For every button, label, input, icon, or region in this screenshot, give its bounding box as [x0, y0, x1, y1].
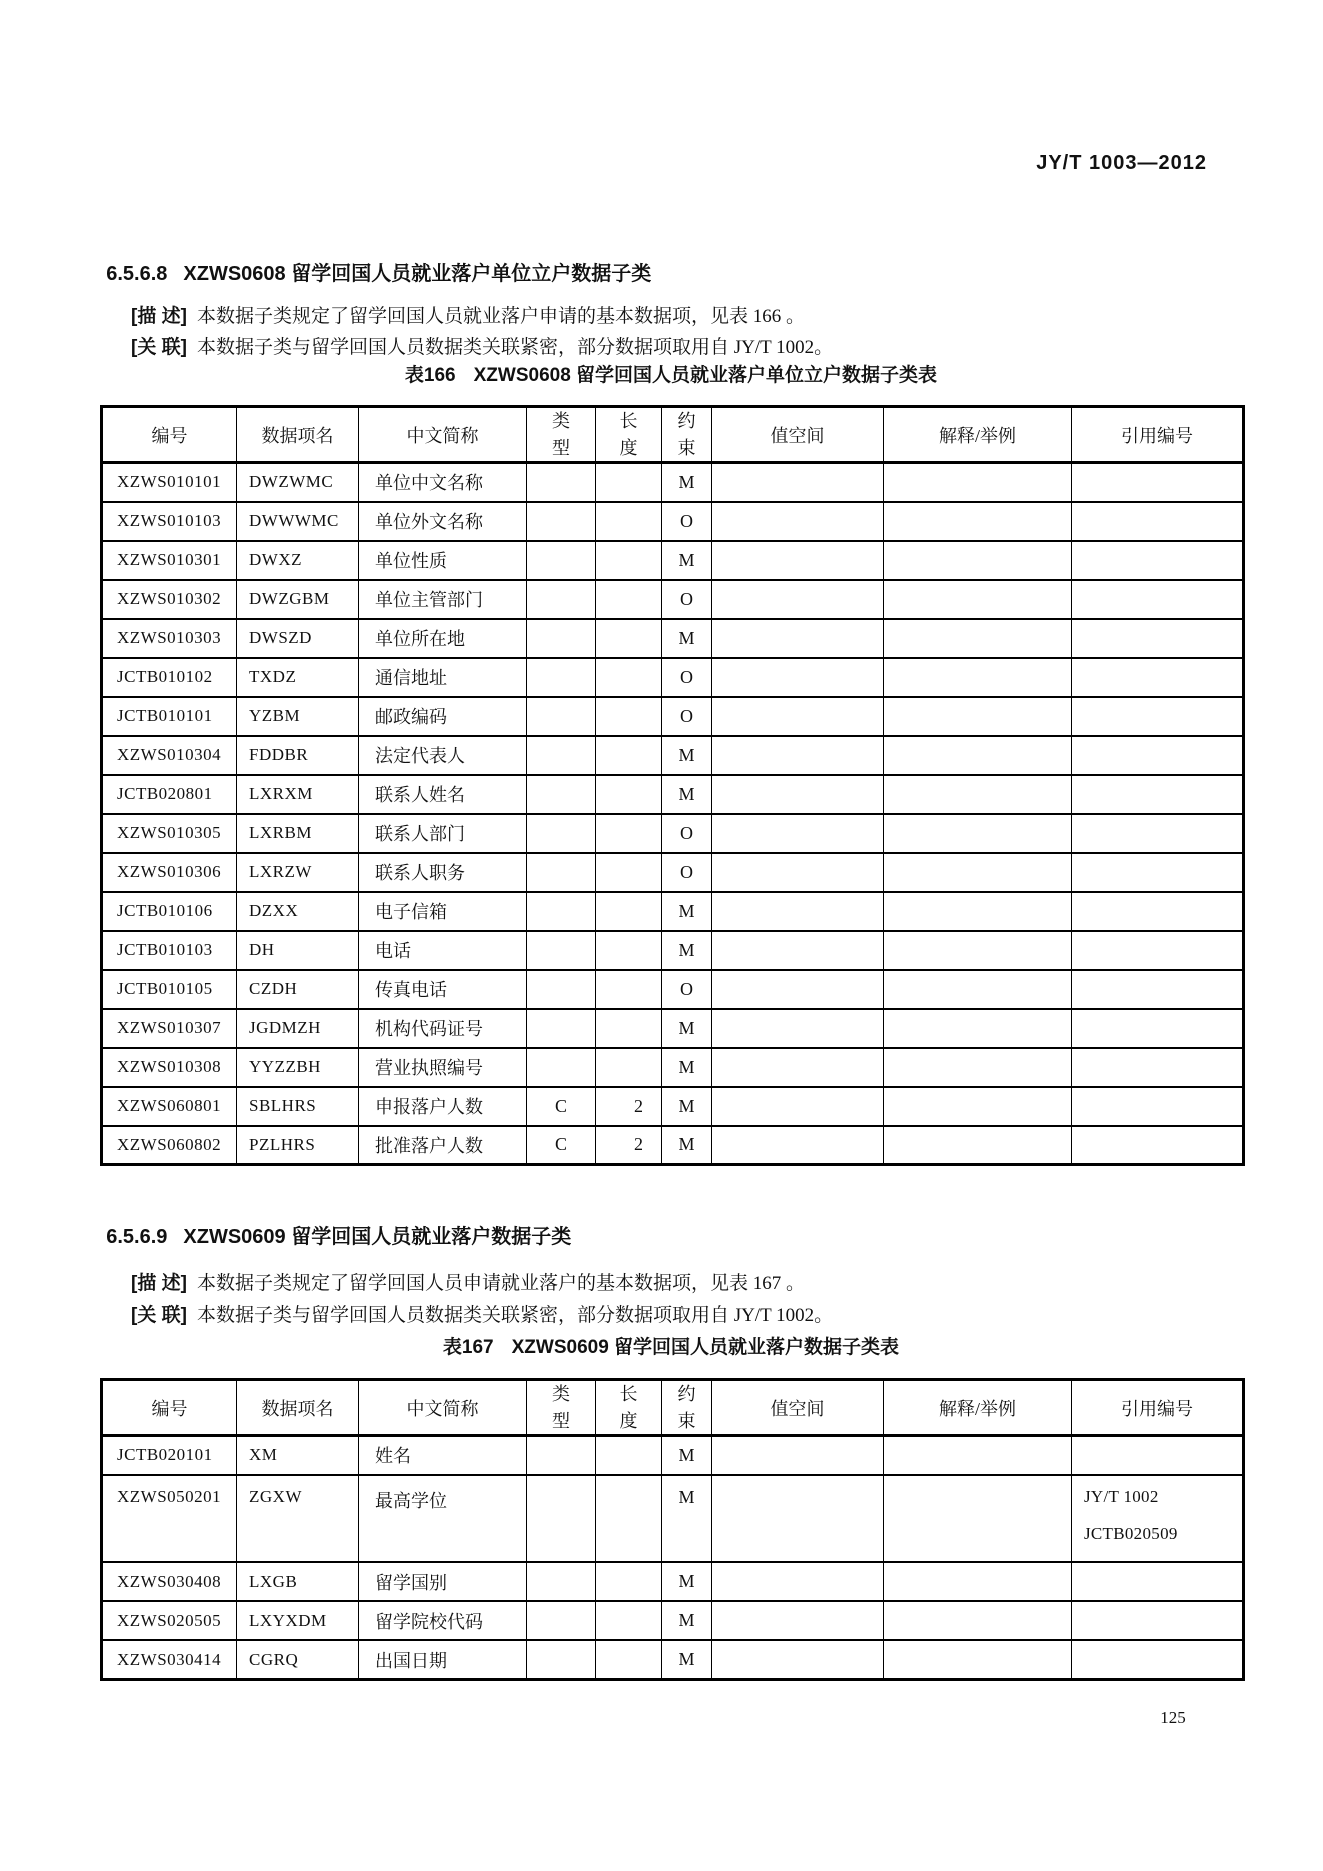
table-cell [712, 1126, 884, 1165]
table-cell: 机构代码证号 [359, 1009, 527, 1048]
table-cell [712, 1601, 884, 1640]
table-cell: O [662, 658, 712, 697]
table-cell: XZWS010101 [102, 463, 237, 502]
description-text: 本数据子类规定了留学回国人员就业落户申请的基本数据项，见表 166 。 [196, 306, 805, 327]
table-cell: 2 [596, 1126, 662, 1165]
table-cell [1072, 541, 1244, 580]
table-cell [527, 892, 596, 931]
table-cell [527, 736, 596, 775]
table-cell: PZLHRS [237, 1126, 359, 1165]
table-cell [1072, 1048, 1244, 1087]
table-cell [596, 541, 662, 580]
table-cell [596, 1475, 662, 1563]
table-cell [712, 658, 884, 697]
table-cell [712, 892, 884, 931]
column-header: 解释/举例 [884, 407, 1072, 463]
table-cell [1072, 970, 1244, 1009]
table-cell: M [662, 1562, 712, 1601]
table-cell: 单位性质 [359, 541, 527, 580]
table-cell [527, 1048, 596, 1087]
table-cell: 邮政编码 [359, 697, 527, 736]
table-cell: 留学院校代码 [359, 1601, 527, 1640]
table-cell [712, 1048, 884, 1087]
table-cell [884, 580, 1072, 619]
table-cell: 最高学位 [359, 1475, 527, 1563]
table-cell: O [662, 697, 712, 736]
table-cell [884, 1126, 1072, 1165]
table-cell [884, 1087, 1072, 1126]
table-cell [884, 1009, 1072, 1048]
doc-code-header: JY/T 1003—2012 [1036, 152, 1207, 174]
table-cell [884, 1048, 1072, 1087]
table-cell: M [662, 541, 712, 580]
table-cell [596, 775, 662, 814]
table-cell [712, 853, 884, 892]
table-cell: DWSZD [237, 619, 359, 658]
table-cell [596, 970, 662, 1009]
table-cell [884, 1562, 1072, 1601]
table-cell: 单位外文名称 [359, 502, 527, 541]
table-cell [884, 736, 1072, 775]
table-cell [1072, 1126, 1244, 1165]
table-caption-number: 表166 [404, 365, 456, 386]
table-cell: 传真电话 [359, 970, 527, 1009]
table-cell [527, 502, 596, 541]
table-cell: C [527, 1087, 596, 1126]
table-cell: XZWS010305 [102, 814, 237, 853]
table-cell [884, 775, 1072, 814]
table-cell [884, 814, 1072, 853]
table-cell [884, 541, 1072, 580]
table-row [102, 1475, 1244, 1563]
table-caption-title: XZWS0608 留学回国人员就业落户单位立户数据子类表 [473, 365, 938, 386]
section-number: 6.5.6.9 [106, 1226, 168, 1248]
relation-label: [关 联] [131, 337, 187, 358]
table-cell [1072, 853, 1244, 892]
table-cell [596, 853, 662, 892]
table-cell: XZWS030414 [102, 1640, 237, 1679]
table-cell: XZWS050201 [102, 1475, 237, 1563]
table-cell [884, 619, 1072, 658]
page-number: 125 [1160, 1708, 1186, 1727]
table-cell: JCTB010101 [102, 697, 237, 736]
table-cell [596, 1048, 662, 1087]
table-cell: 批准落户人数 [359, 1126, 527, 1165]
table-cell: XZWS030408 [102, 1562, 237, 1601]
table-cell: DZXX [237, 892, 359, 931]
table-cell [884, 892, 1072, 931]
table-cell: YZBM [237, 697, 359, 736]
table-cell: 单位主管部门 [359, 580, 527, 619]
table-cell [596, 580, 662, 619]
table-cell [527, 463, 596, 502]
table-cell [712, 1436, 884, 1475]
table-row [102, 1640, 1244, 1679]
table-cell [596, 1436, 662, 1475]
table-cell [1072, 892, 1244, 931]
table-cell: 营业执照编号 [359, 1048, 527, 1087]
table-cell [596, 658, 662, 697]
table-cell [712, 931, 884, 970]
table-cell: 联系人职务 [359, 853, 527, 892]
table-cell: LXYXDM [237, 1601, 359, 1640]
table-cell: LXRZW [237, 853, 359, 892]
table-row [102, 1601, 1244, 1640]
table-cell: 单位中文名称 [359, 463, 527, 502]
table-cell: JY/T 1002 JCTB020509 [1072, 1475, 1244, 1563]
table-row [102, 1436, 1244, 1475]
table-cell: XZWS010103 [102, 502, 237, 541]
table-cell [884, 1601, 1072, 1640]
table-cell [527, 1640, 596, 1679]
table-row [102, 1009, 1244, 1048]
table-row [102, 1087, 1244, 1126]
table-cell [527, 970, 596, 1009]
table-cell [596, 814, 662, 853]
section-number: 6.5.6.8 [106, 263, 168, 285]
column-header: 中文简称 [359, 407, 527, 463]
table-cell [596, 892, 662, 931]
table-cell: M [662, 736, 712, 775]
table-cell: M [662, 619, 712, 658]
table-cell [596, 736, 662, 775]
table-cell [527, 853, 596, 892]
table-cell: DH [237, 931, 359, 970]
table-cell [527, 580, 596, 619]
table-row [102, 619, 1244, 658]
table-cell: 出国日期 [359, 1640, 527, 1679]
table-cell: JCTB020801 [102, 775, 237, 814]
table-cell: JGDMZH [237, 1009, 359, 1048]
column-header: 约束 [662, 1380, 712, 1436]
table-cell: JCTB010103 [102, 931, 237, 970]
table-cell [712, 970, 884, 1009]
table-cell: XZWS010308 [102, 1048, 237, 1087]
table-cell [527, 814, 596, 853]
table-cell [712, 736, 884, 775]
table-cell [712, 1475, 884, 1563]
table-cell [527, 1562, 596, 1601]
table-cell [1072, 1436, 1244, 1475]
table-cell: O [662, 502, 712, 541]
table-cell [884, 697, 1072, 736]
table-cell: 联系人部门 [359, 814, 527, 853]
table-cell [1072, 1562, 1244, 1601]
table-cell: TXDZ [237, 658, 359, 697]
table-cell [527, 619, 596, 658]
data-table-166 [100, 405, 1245, 1166]
table-cell: YYZZBH [237, 1048, 359, 1087]
table-cell: XZWS010303 [102, 619, 237, 658]
column-header: 数据项名 [237, 1380, 359, 1436]
table-cell: 通信地址 [359, 658, 527, 697]
table-cell [1072, 736, 1244, 775]
table-cell [596, 697, 662, 736]
table-cell [1072, 697, 1244, 736]
table-cell: JCTB010105 [102, 970, 237, 1009]
column-header: 类型 [527, 407, 596, 463]
table-cell: FDDBR [237, 736, 359, 775]
table-cell [527, 775, 596, 814]
table-cell: 单位所在地 [359, 619, 527, 658]
table-cell: M [662, 463, 712, 502]
table-cell: LXRBM [237, 814, 359, 853]
table-cell [596, 1562, 662, 1601]
table-cell: M [662, 892, 712, 931]
table-cell [1072, 775, 1244, 814]
table-cell [1072, 580, 1244, 619]
column-header: 类型 [527, 1380, 596, 1436]
table-cell [712, 463, 884, 502]
table-cell: XZWS010301 [102, 541, 237, 580]
table-row [102, 814, 1244, 853]
table-cell [1072, 931, 1244, 970]
table-cell [527, 931, 596, 970]
column-header: 编号 [102, 1380, 237, 1436]
table-cell [527, 697, 596, 736]
table-cell: M [662, 775, 712, 814]
table-cell: M [662, 1475, 712, 1563]
table-cell [1072, 814, 1244, 853]
table-cell [884, 1640, 1072, 1679]
table-cell: XZWS060801 [102, 1087, 237, 1126]
table-cell: O [662, 853, 712, 892]
relation-text: 本数据子类与留学回国人员数据类关联紧密，部分数据项取用自 JY/T 1002。 [196, 337, 834, 358]
table-cell [884, 502, 1072, 541]
table-row [102, 775, 1244, 814]
table-cell: 联系人姓名 [359, 775, 527, 814]
table-cell: XZWS010306 [102, 853, 237, 892]
table-row [102, 736, 1244, 775]
table-cell: O [662, 970, 712, 1009]
table-cell [1072, 1009, 1244, 1048]
table-cell [1072, 1087, 1244, 1126]
column-header: 长度 [596, 407, 662, 463]
table-cell: JCTB020101 [102, 1436, 237, 1475]
table-cell: 姓名 [359, 1436, 527, 1475]
table-row [102, 697, 1244, 736]
table-cell [1072, 619, 1244, 658]
table-cell: 电子信箱 [359, 892, 527, 931]
table-cell [712, 1562, 884, 1601]
table-cell: XM [237, 1436, 359, 1475]
table-caption-number: 表167 [442, 1337, 494, 1358]
table-cell: LXGB [237, 1562, 359, 1601]
table-cell: DWZGBM [237, 580, 359, 619]
table-cell: M [662, 1009, 712, 1048]
table-row [102, 541, 1244, 580]
table-cell: DWXZ [237, 541, 359, 580]
table-row [102, 1126, 1244, 1165]
header-row [102, 1380, 1244, 1436]
table-row [102, 853, 1244, 892]
table-caption-title: XZWS0609 留学回国人员就业落户数据子类表 [511, 1337, 900, 1358]
table-row [102, 1562, 1244, 1601]
table-row [102, 658, 1244, 697]
table-cell: M [662, 931, 712, 970]
table-cell [712, 541, 884, 580]
table-cell: 2 [596, 1087, 662, 1126]
table-cell [527, 541, 596, 580]
table-cell [712, 502, 884, 541]
table-row [102, 1048, 1244, 1087]
column-header: 值空间 [712, 407, 884, 463]
table-cell [712, 580, 884, 619]
table-cell [712, 775, 884, 814]
table-cell [527, 1009, 596, 1048]
table-cell [884, 970, 1072, 1009]
table-caption-166 [100, 360, 1242, 387]
table-cell: M [662, 1048, 712, 1087]
table-cell [596, 1601, 662, 1640]
column-header: 值空间 [712, 1380, 884, 1436]
table-cell: 申报落户人数 [359, 1087, 527, 1126]
description-label: [描 述] [131, 306, 187, 327]
table-row [102, 931, 1244, 970]
table-cell: M [662, 1640, 712, 1679]
table-cell [884, 1475, 1072, 1563]
table-cell: CGRQ [237, 1640, 359, 1679]
table-cell: DWWWMC [237, 502, 359, 541]
column-header: 数据项名 [237, 407, 359, 463]
table-cell [527, 1436, 596, 1475]
table-cell: XZWS010307 [102, 1009, 237, 1048]
table-cell: M [662, 1126, 712, 1165]
table-cell [596, 619, 662, 658]
table-cell [1072, 463, 1244, 502]
column-header: 长度 [596, 1380, 662, 1436]
table-cell [884, 463, 1072, 502]
table-cell: ZGXW [237, 1475, 359, 1563]
table-cell: SBLHRS [237, 1087, 359, 1126]
column-header: 编号 [102, 407, 237, 463]
table-cell: 留学国别 [359, 1562, 527, 1601]
table-cell [712, 1087, 884, 1126]
table-cell [527, 1475, 596, 1563]
table-cell [884, 1436, 1072, 1475]
table-cell: 电话 [359, 931, 527, 970]
table-row [102, 970, 1244, 1009]
data-table-167 [100, 1378, 1245, 1681]
table-cell [1072, 502, 1244, 541]
table-cell: XZWS020505 [102, 1601, 237, 1640]
table-cell [1072, 1640, 1244, 1679]
table-row [102, 892, 1244, 931]
table-cell [596, 1009, 662, 1048]
column-header: 引用编号 [1072, 407, 1244, 463]
table-cell: O [662, 580, 712, 619]
description-label: [描 述] [131, 1273, 187, 1294]
table-cell: JCTB010106 [102, 892, 237, 931]
table-cell: O [662, 814, 712, 853]
section-title: XZWS0608 留学回国人员就业落户单位立户数据子类 [183, 263, 652, 285]
table-cell [712, 814, 884, 853]
header-row [102, 407, 1244, 463]
table-cell [712, 619, 884, 658]
table-cell: DWZWMC [237, 463, 359, 502]
table-cell: M [662, 1601, 712, 1640]
relation-text: 本数据子类与留学回国人员数据类关联紧密，部分数据项取用自 JY/T 1002。 [196, 1305, 834, 1326]
column-header: 中文简称 [359, 1380, 527, 1436]
table-cell [712, 1640, 884, 1679]
table-cell [596, 931, 662, 970]
table-cell: CZDH [237, 970, 359, 1009]
column-header: 约束 [662, 407, 712, 463]
table-cell: C [527, 1126, 596, 1165]
table-cell [1072, 1601, 1244, 1640]
table-row [102, 502, 1244, 541]
table-cell: XZWS010302 [102, 580, 237, 619]
table-cell: 法定代表人 [359, 736, 527, 775]
table-cell: LXRXM [237, 775, 359, 814]
table-cell [884, 931, 1072, 970]
table-row [102, 580, 1244, 619]
relation-label: [关 联] [131, 1305, 187, 1326]
table-cell [596, 463, 662, 502]
table-cell [884, 853, 1072, 892]
table-cell: M [662, 1436, 712, 1475]
table-row [102, 463, 1244, 502]
table-cell: XZWS010304 [102, 736, 237, 775]
table-cell [712, 697, 884, 736]
table-caption-167 [100, 1332, 1242, 1359]
table-cell [884, 658, 1072, 697]
table-cell: JCTB010102 [102, 658, 237, 697]
table-cell: XZWS060802 [102, 1126, 237, 1165]
description-text: 本数据子类规定了留学回国人员申请就业落户的基本数据项，见表 167 。 [196, 1273, 805, 1294]
table-cell [527, 1601, 596, 1640]
column-header: 引用编号 [1072, 1380, 1244, 1436]
table-cell [596, 1640, 662, 1679]
column-header: 解释/举例 [884, 1380, 1072, 1436]
table-cell [527, 658, 596, 697]
table-cell [712, 1009, 884, 1048]
table-cell [1072, 658, 1244, 697]
section-title: XZWS0609 留学回国人员就业落户数据子类 [183, 1226, 572, 1248]
table-cell: M [662, 1087, 712, 1126]
table-cell [596, 502, 662, 541]
